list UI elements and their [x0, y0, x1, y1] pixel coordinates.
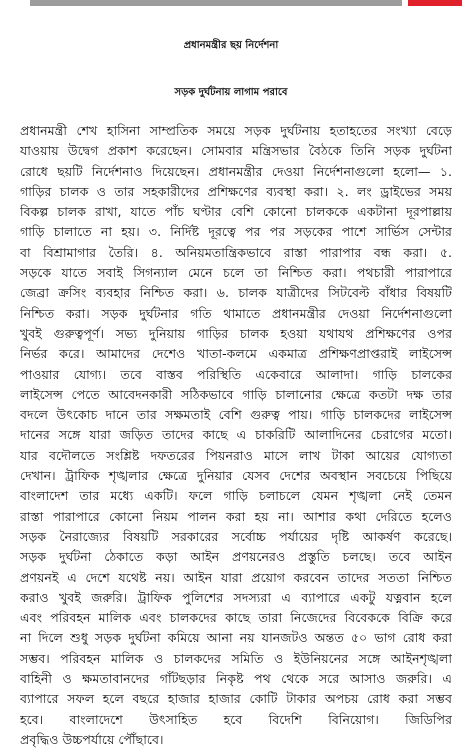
article-body-line: প্রণয়নই এ দেশে যথেষ্ট নয়। আইন যারা প্রয়োগ করবেন তাদের সততা নিশ্চিত: [20, 569, 452, 585]
article-body-line: প্রধানমন্ত্রী শেখ হাসিনা সাম্প্রতিক সময়ে সড়ক দুর্ঘটনায় হতাহতের সংখ্যা বেড়ে: [20, 123, 452, 138]
article-body-line: বা বিশ্রামাগার তৈরি। ৪. অনিয়মতান্ত্রিকভাবে রাস্তা পারাপার বন্ধ করা। ৫.: [20, 244, 452, 260]
article-body-line: দেখান। ট্রাফিক শৃঙ্খলার ক্ষেত্রে দুনিয়ার যেসব দেশের অবস্থান সবচেয়ে পিছিয়ে: [20, 468, 452, 484]
article-body-line: দানের সঙ্গে যারা জড়িত তাদের কাছে এ চাকরিটি আলাদিনের চেরাগের মতো।: [20, 427, 452, 443]
article-body: [20, 121, 452, 750]
article-body-line: পাওয়ার যোগ্য। তবে বাস্তব পরিস্থিতি একেবারে আলাদা। গাড়ি চালকের: [20, 366, 452, 382]
top-decorative-bars: [0, 0, 462, 8]
article-body-line: সম্ভব। পরিবহন মালিক ও চালকদের সমিতি ও ইউনিয়নের সঙ্গে আইনশৃঙ্খলা: [20, 650, 452, 666]
top-bar-red: [408, 0, 462, 6]
article-body-line: বাহিনী ও ক্ষমতাবানদের গাঁটছড়ার নিকৃষ্ট পথ থেকে সরে আসাও জরুরি। এ: [20, 671, 452, 687]
article-body-line: যাওয়ায় উদ্বেগ প্রকাশ করেছেন। সোমবার মন্ত্রিসভার বৈঠকে তিনি সড়ক দুর্ঘটনা: [20, 143, 452, 159]
article-body-line: সড়ক নৈরাজ্যের বিষয়টি সরকারের সর্বোচ্চ পর্যায়ের দৃষ্টি আকর্ষণ করেছে।: [20, 528, 452, 544]
article-body-line: খুবই গুরুত্বপূর্ণ। সভ্য দুনিয়ায় গাড়ির চালক হওয়া যথাযথ প্রশিক্ষণের ওপর: [20, 325, 452, 341]
article-body-line: গাড়ি চালাতে না হয়। ৩. নির্দিষ্ট দূরত্বে পর পর সড়কের পাশে সার্ভিস সেন্টার: [20, 224, 452, 240]
article-body-line: না দিলে শুধু সড়ক দুর্ঘটনা কমিয়ে আনা নয় যানজটও অন্তত ৫০ ভাগ রোধ করা: [20, 630, 452, 646]
article-subheadline: সড়ক দুর্ঘটনায় লাগাম পরাবে: [174, 87, 288, 98]
article-body-line: নির্ভর করে। আমাদের দেশেও খাতা-কলমে একমাত্র প্রশিক্ষণপ্রাপ্তরাই লাইসেন্স: [20, 346, 452, 362]
article-headline: প্রধানমন্ত্রীর ছয় নির্দেশনা: [183, 40, 279, 51]
article-body-line: হবে। বাংলাদেশে উৎসাহিত হবে বিদেশি বিনিয়োগ। জিডিপির: [20, 711, 452, 727]
article-body-line: রাস্তা পারাপারে কোনো নিয়ম পালন করা হয় না। আশার কথা দেরিতে হলেও: [20, 508, 452, 524]
article-body-line: নিশ্চিত করা। সড়ক দুর্ঘটনার গতি থামাতে প্রধানমন্ত্রীর দেওয়া নির্দেশনাগুলো: [20, 305, 452, 321]
article-body-line: যার বদৌলতে সংশ্লিষ্ট দফতরের পিয়নরাও মাসে লাখ টাকা আয়ের যোগ্যতা: [20, 447, 452, 463]
article-body-line: জেব্রা ক্রসিং ব্যবহার নিশ্চিত করা। ৬. চালক যাত্রীদের সিটবেল্ট বাঁধার বিষয়টি: [20, 285, 452, 301]
article-body-line: বদলে উৎকোচ দানে তার সক্ষমতাই বেশি গুরুত্ব পায়। গাড়ি চালকদের লাইসেন্স: [20, 407, 452, 423]
article-body-line: করাও খুবই জরুরি। ট্রাফিক পুলিশের সদস্যরা এ ব্যাপারে একটু যত্নবান হলে: [20, 589, 452, 605]
article-body-line: রোধে ছয়টি নির্দেশনাও দিয়েছেন। প্রধানমন্ত্রীর দেওয়া নির্দেশনাগুলো হলো— ১.: [20, 163, 452, 179]
top-bar-gray: [30, 0, 402, 6]
article-body-line: গাড়ির চালক ও তার সহকারীদের প্রশিক্ষণের ব্যবস্থা করা। ২. লং ড্রাইভের সময়: [20, 183, 452, 199]
article-body-line: প্রবৃদ্ধিও উচ্চপর্যায়ে পৌঁছাবে।: [20, 731, 164, 747]
article-body-line: সড়ক দুর্ঘটনা ঠেকাতে কড়া আইন প্রণয়নেরও প্রস্তুতি চলছে। তবে আইন: [20, 549, 452, 565]
article-body-line: বিকল্প চালক রাখা, যাতে পাঁচ ঘণ্টার বেশি কোনো চালককে একটানা দূরপাল্লায়: [20, 204, 452, 220]
article-body-line: এবং পরিবহন মালিক এবং চালকদের কাছে তারা নিজেদের বিবেককে বিক্রি করে: [20, 610, 452, 626]
article-body-line: বাংলাদেশ তার মধ্যে একটি। ফলে গাড়ি চলাচলে যেমন শৃঙ্খলা নেই তেমন: [20, 488, 452, 504]
article-body-line: সড়কে যাতে সবাই সিগন্যাল মেনে চলে তা নিশ্চিত করা। পথচারী পারাপারে: [20, 265, 452, 281]
article-body-line: লাইসেন্স পেতে আবেদনকারী সঠিকভাবে গাড়ি চালানোর ক্ষেত্রে কতটা দক্ষ তার: [20, 386, 452, 402]
article-body-line: ব্যাপারে সফল হলে বছরে হাজার হাজার কোটি টাকার অপচয় রোধ করা সম্ভব: [20, 691, 452, 707]
